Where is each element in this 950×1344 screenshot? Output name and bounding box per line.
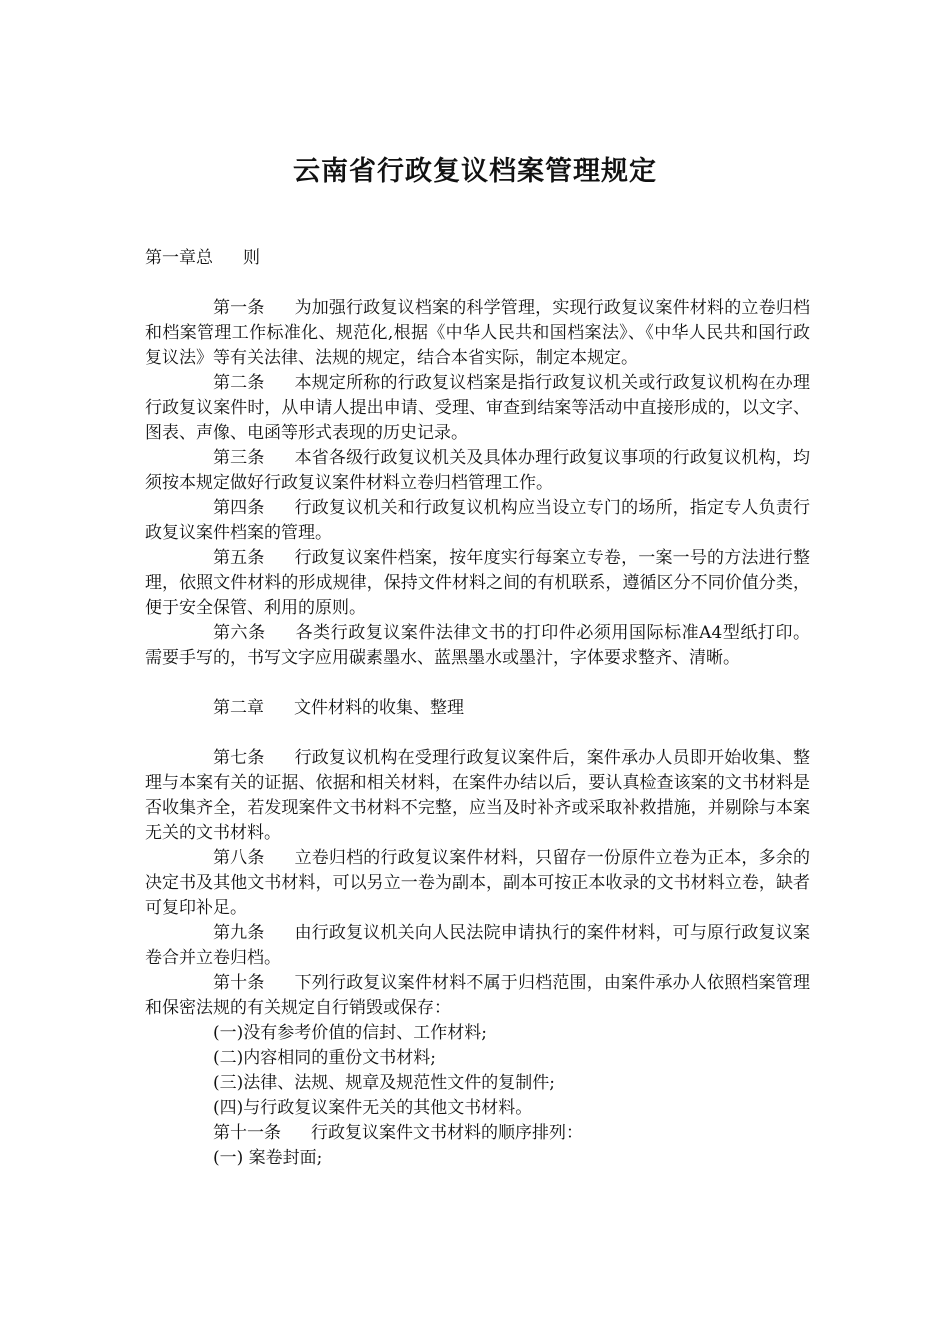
article-1 bbox=[145, 296, 810, 371]
article-text: 各类行政复议案件法律文书的打印件必须用国际标准A4型纸打印。需要手写的，书写文字应用碳素墨水、蓝黑墨水或墨汁，字体要求整齐、清晰。 bbox=[145, 623, 811, 668]
article-7 bbox=[145, 746, 810, 846]
chapter-1-label: 第一章总 bbox=[145, 248, 213, 268]
article-number: 第九条 bbox=[213, 923, 265, 943]
chapter-2-name: 文件材料的收集、整理 bbox=[294, 698, 464, 718]
article-5 bbox=[145, 546, 810, 621]
article-3 bbox=[145, 446, 810, 496]
list-item: (一)没有参考价值的信封、工作材料; bbox=[213, 1023, 487, 1043]
chapter-1-heading bbox=[145, 246, 810, 271]
article-number: 第十条 bbox=[213, 973, 265, 993]
article-4 bbox=[145, 496, 810, 546]
article-text: 本规定所称的行政复议档案是指行政复议机关或行政复议机构在办理行政复议案件时，从申请人提出申请、受理、审查到结案等活动中直接形成的，以文字、图表、声像、电函等形式表现的历史记录。 bbox=[145, 373, 810, 443]
article-text: 行政复议机构在受理行政复议案件后，案件承办人员即开始收集、整理与本案有关的证据、依据和相关材料，在案件办结以后，要认真检查该案的文书材料是否收集齐全，若发现案件文书材料不完整，应当及时补齐或采取补救措施，并剔除与本案无关的文书材料。 bbox=[145, 748, 810, 843]
article-text: 行政复议案件文书材料的顺序排列： bbox=[311, 1123, 583, 1143]
article-number: 第十一条 bbox=[213, 1123, 281, 1143]
article-2 bbox=[145, 371, 810, 446]
article-8 bbox=[145, 846, 810, 921]
article-text: 本省各级行政复议机关及具体办理行政复议事项的行政复议机构，均须按本规定做好行政复议案件材料立卷归档管理工作。 bbox=[145, 448, 810, 493]
article-10 bbox=[145, 971, 810, 1021]
article-text: 为加强行政复议档案的科学管理，实现行政复议案件材料的立卷归档和档案管理工作标准化、规范化,根据《中华人民共和国档案法》、《中华人民共和国行政复议法》等有关法律、法规的规定，结合本省实际，制定本规定。 bbox=[145, 298, 810, 368]
article-number: 第八条 bbox=[213, 848, 265, 868]
document-body bbox=[145, 246, 810, 1171]
article-11 bbox=[145, 1121, 810, 1146]
chapter-2-heading bbox=[145, 696, 810, 721]
article-text: 由行政复议机关向人民法院申请执行的案件材料，可与原行政复议案卷合并立卷归档。 bbox=[145, 923, 810, 968]
list-item: (二)内容相同的重份文书材料; bbox=[213, 1048, 436, 1068]
article-text: 立卷归档的行政复议案件材料，只留存一份原件立卷为正本，多余的决定书及其他文书材料，可以另立一卷为副本，副本可按正本收录的文书材料立卷，缺者可复印补足。 bbox=[145, 848, 810, 918]
article-number: 第四条 bbox=[213, 498, 265, 518]
list-item: (一) 案卷封面; bbox=[213, 1148, 323, 1168]
article-text: 行政复议案件档案，按年度实行每案立专卷，一案一号的方法进行整理，依照文件材料的形成规律，保持文件材料之间的有机联系，遵循区分不同价值分类，便于安全保管、利用的原则。 bbox=[145, 548, 810, 618]
chapter-2-label: 第二章 bbox=[213, 698, 264, 718]
chapter-1-name: 则 bbox=[243, 248, 260, 268]
document-title: 云南省行政复议档案管理规定 bbox=[293, 156, 657, 187]
article-number: 第一条 bbox=[213, 298, 265, 318]
article-9 bbox=[145, 921, 810, 971]
article-number: 第二条 bbox=[213, 373, 265, 393]
spacer bbox=[145, 671, 810, 696]
spacer bbox=[145, 271, 810, 296]
list-item: (四)与行政复议案件无关的其他文书材料。 bbox=[213, 1098, 533, 1118]
article-number: 第六条 bbox=[213, 623, 266, 643]
article-text: 行政复议机关和行政复议机构应当设立专门的场所，指定专人负责行政复议案件档案的管理。 bbox=[145, 498, 810, 543]
article-number: 第三条 bbox=[213, 448, 265, 468]
spacer bbox=[145, 721, 810, 746]
article-6 bbox=[145, 621, 810, 671]
list-item: (三)法律、法规、规章及规范性文件的复制件; bbox=[213, 1073, 555, 1093]
article-text: 下列行政复议案件材料不属于归档范围，由案件承办人依照档案管理和保密法规的有关规定自行销毁或保存： bbox=[145, 973, 810, 1018]
article-number: 第五条 bbox=[213, 548, 265, 568]
article-number: 第七条 bbox=[213, 748, 265, 768]
